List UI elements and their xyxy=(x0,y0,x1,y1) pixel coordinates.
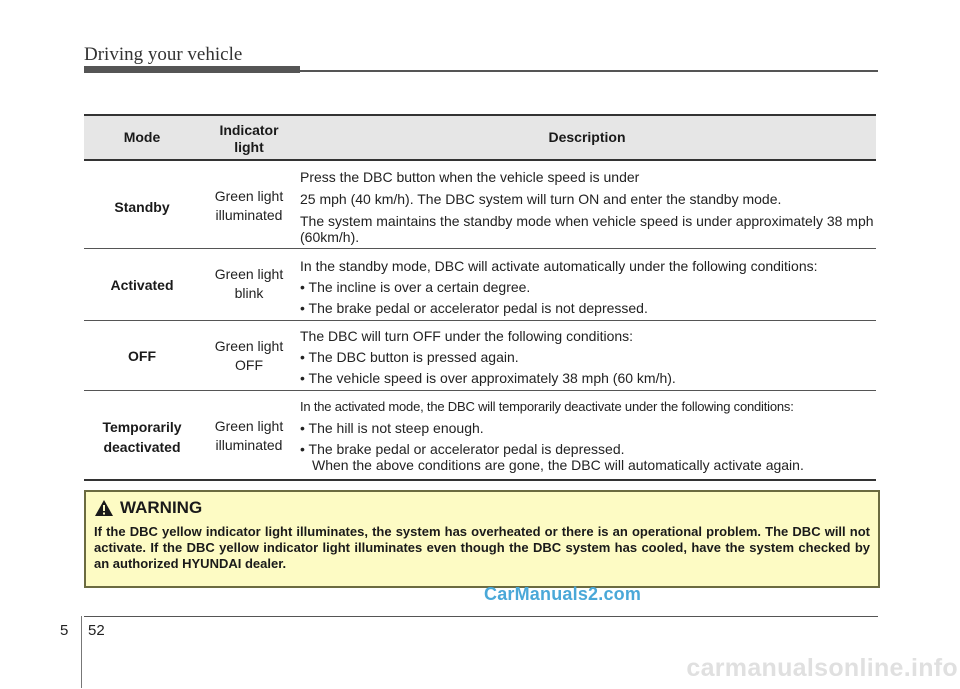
indicator-cell xyxy=(200,391,298,479)
description-line: Press the DBC button when the vehicle speed is under xyxy=(300,169,640,185)
table-header xyxy=(84,116,876,161)
dbc-mode-table xyxy=(84,114,876,481)
mode-cell xyxy=(84,391,200,479)
mode-text: Temporarily deactivated xyxy=(102,419,182,455)
description-cell xyxy=(298,161,876,248)
description-line: • The brake pedal or accelerator pedal is not depressed. xyxy=(300,300,648,316)
description-line: • The brake pedal or accelerator pedal is depressed. xyxy=(300,441,625,457)
description-cell xyxy=(298,249,876,320)
description-cell xyxy=(298,391,876,479)
footer-divider xyxy=(81,616,82,688)
column-header-mode: Mode xyxy=(123,129,161,145)
warning-title: WARNING xyxy=(120,498,203,517)
indicator-text: Green light OFF xyxy=(214,338,284,373)
description-line: • The vehicle speed is over approximately 38 mph (60 km/h). xyxy=(300,370,676,386)
table-row xyxy=(84,249,876,321)
description-line: • The incline is over a certain degree. xyxy=(300,279,531,295)
description-line: • The hill is not steep enough. xyxy=(300,420,484,436)
column-header-description: Description xyxy=(548,129,626,145)
warning-box xyxy=(84,490,880,588)
header-rule-thick xyxy=(84,66,300,73)
description-line: The DBC will turn OFF under the following conditions: xyxy=(300,328,634,344)
description-line: When the above conditions are gone, the DBC will automatically activate again. xyxy=(312,457,804,473)
footer-site-watermark: carmanualsonline.info xyxy=(686,654,958,682)
chapter-number: 5 xyxy=(60,622,69,639)
table-row xyxy=(84,321,876,391)
header-rule-thin xyxy=(300,70,878,72)
mode-cell: OFF xyxy=(128,348,156,364)
indicator-cell xyxy=(200,321,298,390)
indicator-text: Green light illuminated xyxy=(214,188,284,223)
warning-triangle-icon xyxy=(94,499,114,517)
column-header-indicator xyxy=(200,116,298,159)
page-number: 52 xyxy=(88,622,105,639)
description-line: • The DBC button is pressed again. xyxy=(300,349,519,365)
table-row xyxy=(84,391,876,479)
indicator-text: Green light illuminated xyxy=(214,418,284,453)
warning-text: If the DBC yellow indicator light illuminates, the system has overheated or there is an operational problem. The DBC will not activate. If the DBC yellow indicator light illuminates even though the DBC system has cooled, have the system checked by an authorized HYUNDAI dealer. xyxy=(94,524,870,571)
description-line: 25 mph (40 km/h). The DBC system will turn ON and enter the standby mode. xyxy=(300,191,782,207)
page-section-title: Driving your vehicle xyxy=(84,44,243,65)
warning-header xyxy=(94,498,870,518)
table-row xyxy=(84,161,876,249)
footer-rule xyxy=(84,616,878,617)
indicator-cell xyxy=(200,161,298,248)
mode-cell: Standby xyxy=(114,199,170,215)
column-header-indicator-label: Indicator light xyxy=(219,121,279,155)
description-line: The system maintains the standby mode when vehicle speed is under approximately 38 mph (60km/h). xyxy=(300,213,874,245)
description-cell xyxy=(298,321,876,390)
watermark-text: CarManuals2.com xyxy=(484,584,642,604)
description-line: In the activated mode, the DBC will temporarily deactivate under the following conditions: xyxy=(300,399,794,414)
description-line: In the standby mode, DBC will activate automatically under the following conditions: xyxy=(300,258,818,274)
indicator-text: Green light blink xyxy=(214,266,284,301)
indicator-cell xyxy=(200,249,298,320)
mode-cell: Activated xyxy=(110,277,174,293)
